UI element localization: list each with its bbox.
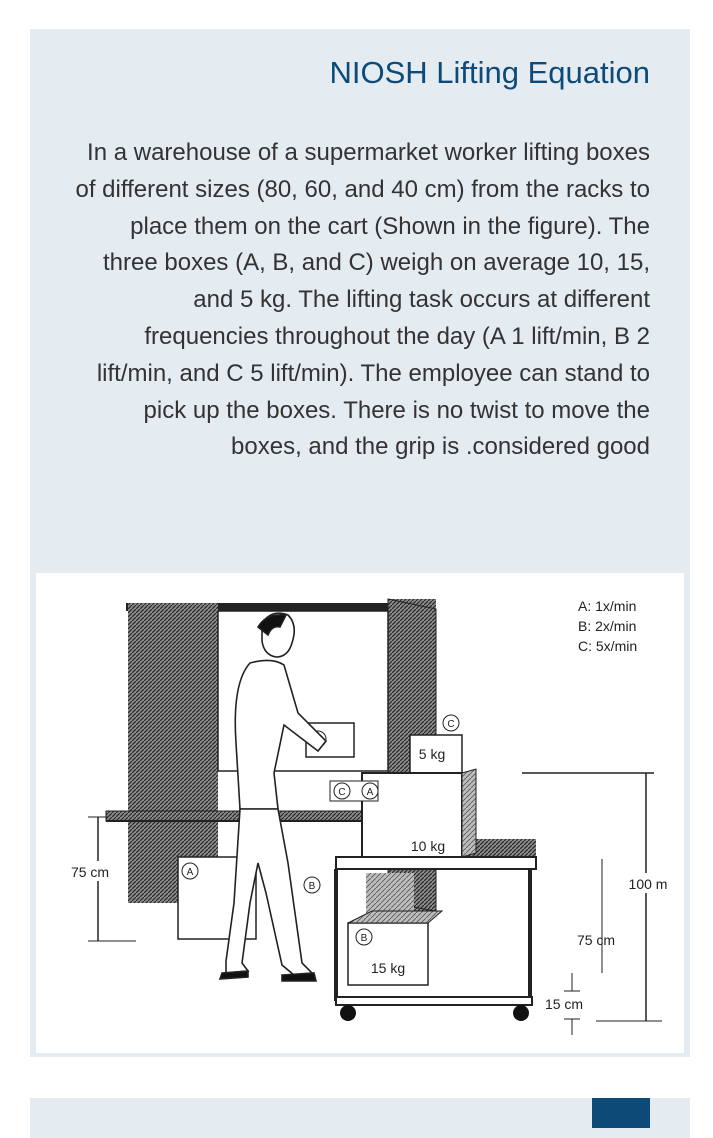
svg-text:100 m: 100 m bbox=[628, 876, 668, 892]
weight-box-c: 5 kg bbox=[418, 746, 446, 762]
dimension-shelf-height bbox=[64, 817, 136, 941]
svg-text:75 cm: 75 cm bbox=[576, 932, 616, 948]
svg-text:B: 2x/min: B: 2x/min bbox=[578, 618, 637, 634]
svg-text:B: B bbox=[360, 933, 368, 944]
page-title: NIOSH Lifting Equation bbox=[329, 55, 650, 90]
svg-text:A: A bbox=[366, 787, 374, 798]
dimension-cart-height bbox=[577, 859, 615, 973]
svg-text:15 cm: 15 cm bbox=[544, 996, 584, 1012]
lifting-task-figure bbox=[36, 573, 684, 1053]
page-badge[interactable] bbox=[592, 1098, 650, 1128]
svg-text:75 cm: 75 cm bbox=[70, 864, 110, 880]
svg-text:C: C bbox=[447, 719, 455, 730]
problem-statement: In a warehouse of a supermarket worker lifting boxes of different sizes (80, 60, and 40 cm) from the racks to place them on the cart (Shown in the figure). The three boxes (A, B, and C) weigh on average 10, 15, and 5 kg. The lifting task occurs at different frequencies throughout the day (A 1 lift/min, B 2 lift/min, and C 5 lift/min). The employee can stand to pick up the boxes. There is no twist to move the boxes, and the grip is .considered good bbox=[75, 139, 650, 461]
dimension-top-height bbox=[522, 773, 676, 1021]
svg-text:A: A bbox=[186, 867, 194, 878]
problem-card bbox=[30, 29, 690, 1057]
svg-text:C: C bbox=[338, 787, 346, 798]
svg-text:C: 5x/min: C: 5x/min bbox=[578, 638, 638, 654]
svg-text:A: 1x/min: A: 1x/min bbox=[578, 598, 637, 614]
frequency-legend bbox=[578, 598, 637, 654]
box-labels-shelf bbox=[330, 781, 378, 801]
weight-box-b: 15 kg bbox=[370, 960, 406, 976]
svg-text:B: B bbox=[308, 881, 316, 892]
next-card bbox=[30, 1098, 690, 1138]
box-a-cart bbox=[362, 769, 476, 857]
lifting-illustration bbox=[36, 573, 684, 1053]
weight-box-a: 10 kg bbox=[410, 838, 446, 854]
dimension-floor-clearance bbox=[545, 973, 583, 1035]
